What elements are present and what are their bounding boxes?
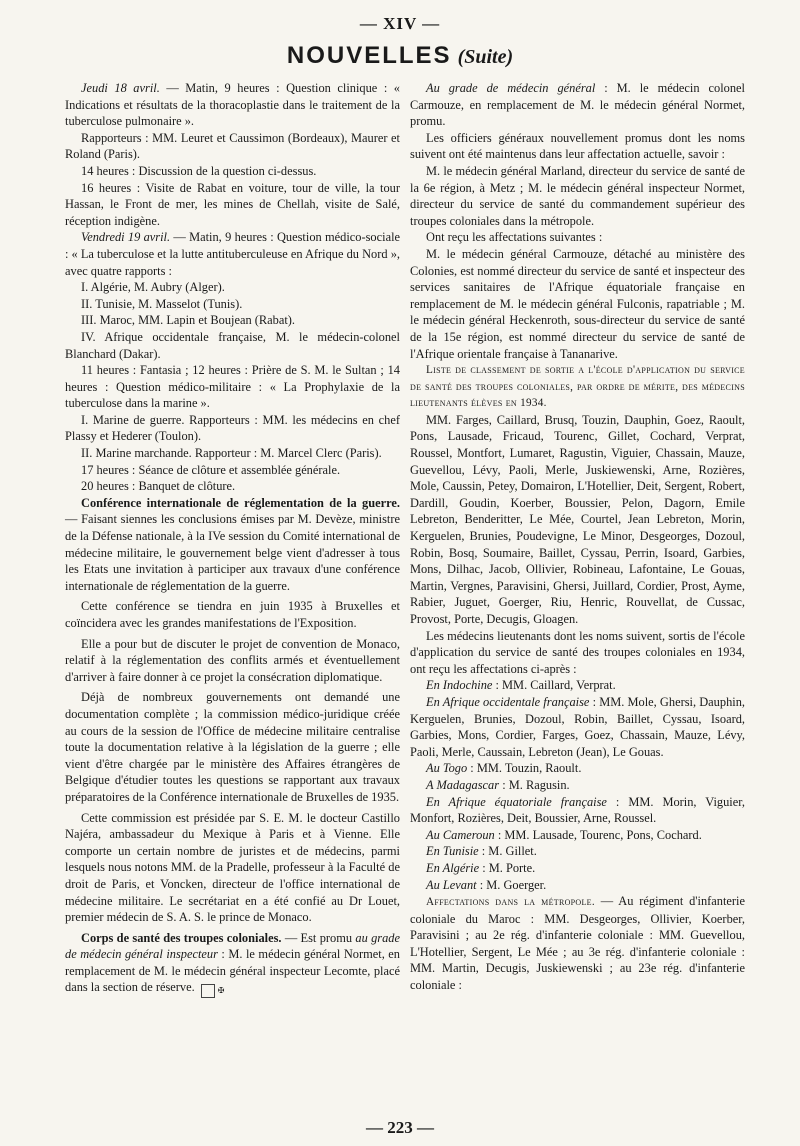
page-number: — 223 —	[366, 1118, 434, 1137]
report-item: IV. Afrique occidentale française, M. le médecin-colonel Blanchard (Dakar).	[65, 329, 400, 361]
paragraph: M. le médecin général Carmouze, détaché au ministère des Colonies, est nommé directeur du service de santé et inspecteur des services sanitaires de l'Afrique équatoriale française en remplacement de M. le médecin général Fulconis, rapatriable ; M. le médecin général Heckenroth, sous-directeur du service de santé de la 15e région, est nommé directeur du service de santé de l'Afrique orientale française à Tananarive.	[410, 246, 745, 361]
assignment-item: En Afrique occidentale française : MM. Mole, Ghersi, Dauphin, Kerguelen, Brunies, Dozoul, Robin, Baillet, Cyssau, Isoard, Garbies, Mons, Cordier, Farges, Goez, Chassain, Mauze, Lévy, Paoli, Merle, Caussain, Lebreton (Jean), Le Gouas.	[410, 694, 745, 759]
paragraph: Vendredi 19 avril. — Matin, 9 heures : Question médico-sociale : « La tuberculose et la lutte antituberculeuse en Afrique du Nord », avec quatre rapports :	[65, 230, 401, 278]
paragraph: I. Marine de guerre. Rapporteurs : MM. les médecins en chef Plassy et Hederer (Toulon).	[65, 412, 400, 444]
paragraph: 17 heures : Séance de clôture et assemblée générale.	[81, 462, 341, 477]
conference-paragraph: Conférence internationale de réglementation de la guerre. — Faisant siennes les conclusions émises par M. Devèze, ministre de la Défense nationale, à la IVe session du Comité international de médecine militaire, le gouvernement belge vient d'adresser à tous les Etats une invitation à participer aux travaux d'une conférence internationale de réglementation de la guerre.	[65, 495, 400, 593]
assignment-item: Au Levant : M. Goerger.	[426, 877, 547, 892]
paragraph: Ont reçu les affectations suivantes :	[426, 230, 603, 245]
page-title	[0, 42, 800, 70]
assignment-item: En Tunisie : M. Gillet.	[426, 844, 537, 859]
paragraph: Cette conférence se tiendra en juin 1935 à Bruxelles et coïncidera avec les grandes manifestations de l'Exposition.	[65, 599, 400, 630]
paragraph: Cette commission est présidée par S. E. M. le docteur Castillo Najéra, ambassadeur du Mexique à Paris et à Vienne. Elle comporte un certain nombre de juristes et de médecins, parmi lesquels nous notons MM. de la Pradelle, professeur à la Faculté de droit de Paris, et Voncken, directeur de l'office international de médecine militaire. Le secrétariat en a été confié au Dr Louet, premier médecin de S. A. S. le prince de Monaco.	[65, 810, 400, 925]
report-item: I. Algérie, M. Aubry (Alger).	[81, 280, 225, 295]
assignment-item: En Indochine : MM. Caillard, Verprat.	[426, 678, 616, 693]
assignment-item: A Madagascar : M. Ragusin.	[426, 777, 570, 792]
report-item: II. Tunisie, M. Masselot (Tunis).	[81, 296, 243, 311]
paragraph: Au grade de médecin général : M. le médecin colonel Carmouze, en remplacement de M. le médecin général Normet, promu.	[410, 81, 745, 129]
paragraph: II. Marine marchande. Rapporteur : M. Marcel Clerc (Paris).	[81, 446, 382, 461]
right-column	[410, 80, 745, 994]
names-list: MM. Farges, Caillard, Brusq, Touzin, Dauphin, Goez, Raoult, Pons, Lausade, Fricaud, Tourenc, Gillet, Cochard, Verprat, Roussel, Montfort, Lumaret, Ragustin, Viguier, Chassain, Mauze, Guevellou, Lévy, Paoli, Merle, Juskiewenski, Arne, Rozières, Mole, Caussin, Petey, Domairon, L'Hotellier, Deit, Sergent, Robert, Dardill, Goudin, Koerber, Boussier, Pelon, Dagorn, Emile Lebreton, Benderitter, Le Mée, Courtel, Jean Lebreton, Morin, Kerguelen, Brunies, Poudevigne, Le Minor, Desgeorges, Dozoul, Robin, Bosq, Soumaire, Baillet, Cyssau, Perrin, Isoard, Garbies, Mons, Dilhac, Jacob, Ollivier, Robineau, Lafontaine, Le Gouas, Martin, Vergnes, Paravisini, Ghersi, Juillard, Cordier, Prost, Ayme, Rabier, Juguet, Goerger, Riu, Henric, Rouvellat, de Cussac, Provost, Porte, Decugis, Gloagen.	[410, 412, 745, 626]
paragraph: Elle a pour but de discuter le projet de convention de Monaco, relatif à la réglementation des conflits armés et éventuellement d'arriver à faire donner à ce projet la consécration diplomatique.	[65, 636, 400, 684]
report-item: III. Maroc, MM. Lapin et Boujean (Rabat).	[81, 313, 296, 328]
paragraph: Déjà de nombreux gouvernements ont demandé une documentation complète ; la commission médico-juridique créée au cours de la session de l'Office de médecine militaire centralise toute la documentation relative à la législation de la guerre ; elle vient d'être chargée par le ministère des Affaires étrangères de Belgique d'étudier toutes les questions se rapportant aux travaux préparatoires de la Conférence internationale de Bruxelles de 1935.	[65, 690, 400, 804]
paragraph: M. le médecin général Marland, directeur du service de santé de la 6e région, à Metz ; M. le médecin général inspecteur Normet, directeur du service de santé du commandement supérieur des troupes coloniales dans la métropole.	[410, 163, 745, 228]
affectations-paragraph: Affectations dans la métropole. — Au régiment d'infanterie coloniale du Maroc : MM. Desgeorges, Ollivier, Koerber, Paravisini ; au 2e rég. d'infanterie coloniale : MM. Guevellou, L'Hotellier, Sergent, Le Mée ; au 3e rég. d'infanterie coloniale : MM. Martin, Decugis, Juskiewenski ; au 23e rég. d'infanterie coloniale :	[410, 894, 745, 993]
paragraph: Rapporteurs : MM. Leuret et Caussimon (Bordeaux), Maurer et Roland (Paris).	[65, 130, 400, 162]
paragraph: Les officiers généraux nouvellement promus dont les noms suivent ont été maintenus dans leur affectation actuelle, savoir :	[410, 130, 745, 162]
left-column	[65, 80, 400, 998]
paragraph: Jeudi 18 avril. — Matin, 9 heures : Question clinique : « Indications et résultats de la thoracoplastie dans le traitement de la tuberculose pulmonaire ».	[65, 81, 401, 129]
ranking-list-heading: Liste de classement de sortie a l'école d'application du service de santé des troupes coloniales, par ordre de mérite, des médecins lieutenants élèves en 1934.	[410, 364, 745, 410]
corps-paragraph: Corps de santé des troupes coloniales. — Est promu au grade de médecin général inspecteur : M. le médecin général Normet, en remplacement de M. le médecin général inspecteur Lecomte, placé dans la section de réserve. ✠	[65, 930, 400, 999]
paragraph: 20 heures : Banquet de clôture.	[81, 479, 236, 494]
assignment-item: Au Cameroun : MM. Lausade, Tourenc, Pons, Cochard.	[426, 827, 702, 842]
title-suite: (Suite)	[457, 46, 514, 68]
paragraph: Les médecins lieutenants dont les noms suivent, sortis de l'école d'application du service de santé des troupes coloniales en 1934, ont reçu les affectations ci-après :	[410, 628, 745, 676]
title-text: NOUVELLES	[286, 42, 452, 69]
paragraph: 11 heures : Fantasia ; 12 heures : Prière de S. M. le Sultan ; 14 heures : Question médico-militaire : « La Prophylaxie de la tuberculose dans la marine ».	[65, 363, 400, 411]
assignment-item: En Algérie : M. Porte.	[426, 860, 536, 875]
assignment-item: En Afrique équatoriale française : MM. Morin, Viguier, Monfort, Rozières, Deit, Boussier, Arne, Roussel.	[410, 794, 745, 826]
stamp-icon: ✠	[201, 984, 215, 998]
assignment-item: Au Togo : MM. Touzin, Raoult.	[426, 761, 582, 776]
paragraph: 14 heures : Discussion de la question ci-dessus.	[81, 163, 317, 178]
paragraph: 16 heures : Visite de Rabat en voiture, tour de ville, la tour Hassan, le Front de mer, les mines de Chellah, visite de Salé, réception indigène.	[65, 180, 400, 228]
page-roman-number: — XIV —	[359, 14, 441, 33]
